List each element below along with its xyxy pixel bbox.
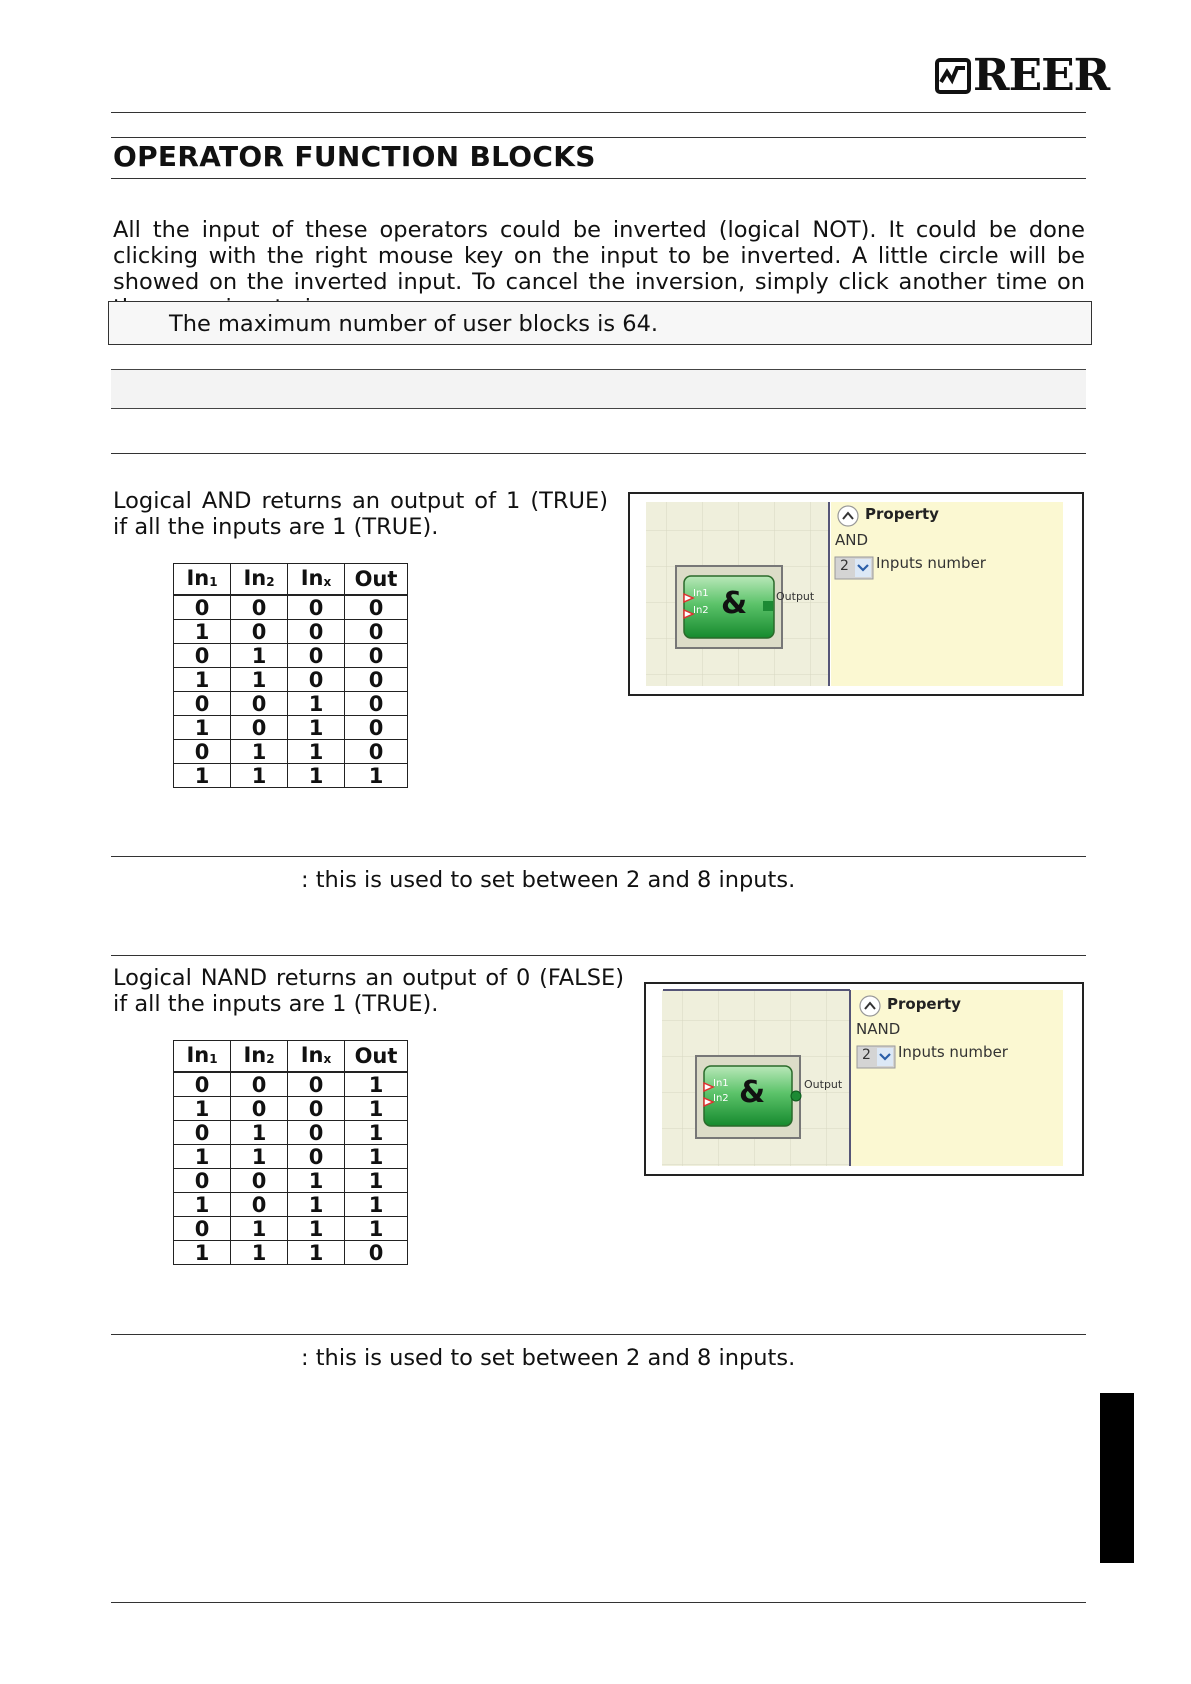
and-inputs-label: Inputs number xyxy=(876,554,986,572)
table-cell: 1 xyxy=(174,1097,231,1121)
table-cell: 0 xyxy=(288,644,345,668)
col-in1: $In_1$ xyxy=(174,564,231,596)
table-row xyxy=(174,644,408,668)
table-cell: 0 xyxy=(345,1241,408,1265)
note-box xyxy=(108,301,1092,345)
note-text: The maximum number of user blocks is 64. xyxy=(169,311,659,337)
table-cell: 1 xyxy=(345,1145,408,1169)
nand-symbol: & xyxy=(739,1075,766,1110)
col-inx: $In_x$ xyxy=(288,564,345,596)
table-row xyxy=(174,716,408,740)
table-cell: 0 xyxy=(174,692,231,716)
col-in2: $In_2$ xyxy=(231,564,288,596)
table-cell: 1 xyxy=(231,668,288,692)
table-cell: 1 xyxy=(231,764,288,788)
table-cell: 0 xyxy=(288,1121,345,1145)
table-row xyxy=(174,1072,408,1097)
footer-rule xyxy=(111,1602,1086,1603)
table-cell: 0 xyxy=(231,1097,288,1121)
table-cell: 1 xyxy=(288,1217,345,1241)
col-out: Out xyxy=(345,564,408,596)
table-row xyxy=(174,1193,408,1217)
nand-editor-canvas xyxy=(646,984,1082,1174)
and-inputs-select[interactable]: 2 xyxy=(840,558,849,574)
table-cell: 0 xyxy=(288,620,345,644)
col-inx: $In_x$ xyxy=(288,1041,345,1073)
table-cell: 0 xyxy=(231,692,288,716)
table-cell: 1 xyxy=(345,1169,408,1193)
col-in1: $In_1$ xyxy=(174,1041,231,1073)
table-cell: 0 xyxy=(174,740,231,764)
nand-property-header: Property xyxy=(887,995,961,1013)
table-cell: 1 xyxy=(231,1241,288,1265)
table-cell: 1 xyxy=(231,1217,288,1241)
intro-paragraph: All the input of these operators could be inverted (logical NOT). It could be done clicking with the right mouse key on the input to be inverted. A little circle will be showed on the inverted input. To cancel the inversion, simply click another time on xyxy=(113,217,1085,295)
header-rule xyxy=(111,112,1086,113)
table-cell: 1 xyxy=(288,1241,345,1265)
table-cell: 0 xyxy=(174,1169,231,1193)
table-row xyxy=(174,620,408,644)
table-cell: 0 xyxy=(288,1072,345,1097)
table-cell: 0 xyxy=(345,740,408,764)
table-cell: 1 xyxy=(345,1193,408,1217)
and-section-rule xyxy=(111,453,1086,454)
page-title: OPERATOR FUNCTION BLOCKS xyxy=(113,140,596,173)
title-rule-bottom xyxy=(111,178,1086,179)
table-cell: 0 xyxy=(345,620,408,644)
and-pin-in2: In2 xyxy=(693,605,709,616)
table-row xyxy=(174,1241,408,1265)
table-cell: 1 xyxy=(231,740,288,764)
and-truth-table xyxy=(173,563,408,788)
col-in2: $In_2$ xyxy=(231,1041,288,1073)
table-cell: 1 xyxy=(231,1121,288,1145)
table-row xyxy=(174,1217,408,1241)
table-row xyxy=(174,668,408,692)
table-cell: 1 xyxy=(174,716,231,740)
and-param-text: : this is used to set between 2 and 8 inputs. xyxy=(301,867,796,893)
table-cell: 1 xyxy=(174,1145,231,1169)
nand-pin-in2: In2 xyxy=(713,1093,729,1104)
table-cell: 1 xyxy=(288,764,345,788)
table-cell: 0 xyxy=(174,1072,231,1097)
nand-description: Logical NAND returns an output of 0 (FALSE) if all the inputs are 1 (TRUE). xyxy=(113,965,624,1017)
nand-property-name: NAND xyxy=(856,1020,901,1038)
table-cell: 1 xyxy=(174,1193,231,1217)
table-cell: 0 xyxy=(174,1217,231,1241)
nand-truth-table xyxy=(173,1040,408,1265)
table-cell: 0 xyxy=(288,1145,345,1169)
table-row xyxy=(174,1169,408,1193)
table-cell: 0 xyxy=(345,716,408,740)
nand-param-text: : this is used to set between 2 and 8 inputs. xyxy=(301,1345,796,1371)
table-cell: 0 xyxy=(231,595,288,620)
table-header-row xyxy=(174,1041,408,1073)
and-output-label: Output xyxy=(776,590,815,603)
table-cell: 1 xyxy=(345,764,408,788)
table-cell: 0 xyxy=(231,716,288,740)
nand-output-label: Output xyxy=(804,1078,843,1091)
and-screenshot xyxy=(628,492,1084,696)
table-cell: 0 xyxy=(288,668,345,692)
chapter-tab xyxy=(1100,1393,1134,1563)
table-cell: 0 xyxy=(231,1193,288,1217)
table-row xyxy=(174,1145,408,1169)
and-param-rule xyxy=(111,856,1086,857)
table-cell: 0 xyxy=(174,1121,231,1145)
col-out: Out xyxy=(345,1041,408,1073)
reer-logo-mark xyxy=(935,58,971,94)
table-cell: 0 xyxy=(345,668,408,692)
nand-inputs-select[interactable]: 2 xyxy=(862,1047,871,1063)
table-cell: 0 xyxy=(288,595,345,620)
table-cell: 1 xyxy=(288,1193,345,1217)
table-cell: 1 xyxy=(288,1169,345,1193)
nand-param-rule xyxy=(111,1334,1086,1335)
table-row xyxy=(174,740,408,764)
section-heading-bar xyxy=(111,369,1086,409)
table-cell: 1 xyxy=(174,1241,231,1265)
table-cell: 1 xyxy=(288,692,345,716)
and-symbol: & xyxy=(721,586,748,621)
table-row xyxy=(174,1097,408,1121)
title-rule-top xyxy=(111,137,1086,138)
table-cell: 1 xyxy=(174,764,231,788)
brand-name: REER xyxy=(973,50,1110,101)
table-cell: 1 xyxy=(288,716,345,740)
table-cell: 1 xyxy=(231,1145,288,1169)
nand-inputs-label: Inputs number xyxy=(898,1043,1008,1061)
table-cell: 1 xyxy=(345,1097,408,1121)
table-header-row xyxy=(174,564,408,596)
and-pin-in1: In1 xyxy=(693,588,709,599)
table-cell: 0 xyxy=(231,620,288,644)
table-cell: 0 xyxy=(345,692,408,716)
and-property-name: AND xyxy=(835,531,869,549)
table-cell: 0 xyxy=(231,1169,288,1193)
table-cell: 0 xyxy=(345,595,408,620)
table-cell: 1 xyxy=(231,644,288,668)
table-row xyxy=(174,595,408,620)
table-cell: 0 xyxy=(174,644,231,668)
reer-logo xyxy=(935,50,1110,101)
table-cell: 0 xyxy=(231,1072,288,1097)
table-cell: 1 xyxy=(345,1121,408,1145)
and-description: Logical AND returns an output of 1 (TRUE) if all the inputs are 1 (TRUE). xyxy=(113,488,608,540)
nand-section-rule xyxy=(111,955,1086,956)
and-property-header: Property xyxy=(865,505,939,523)
nand-pin-in1: In1 xyxy=(713,1078,729,1089)
nand-screenshot xyxy=(644,982,1084,1176)
table-cell: 0 xyxy=(174,595,231,620)
table-cell: 1 xyxy=(174,668,231,692)
table-cell: 1 xyxy=(345,1072,408,1097)
table-row xyxy=(174,764,408,788)
table-cell: 1 xyxy=(174,620,231,644)
table-cell: 1 xyxy=(345,1217,408,1241)
table-cell: 0 xyxy=(345,644,408,668)
table-row xyxy=(174,692,408,716)
table-cell: 1 xyxy=(288,740,345,764)
table-row xyxy=(174,1121,408,1145)
table-cell: 0 xyxy=(288,1097,345,1121)
